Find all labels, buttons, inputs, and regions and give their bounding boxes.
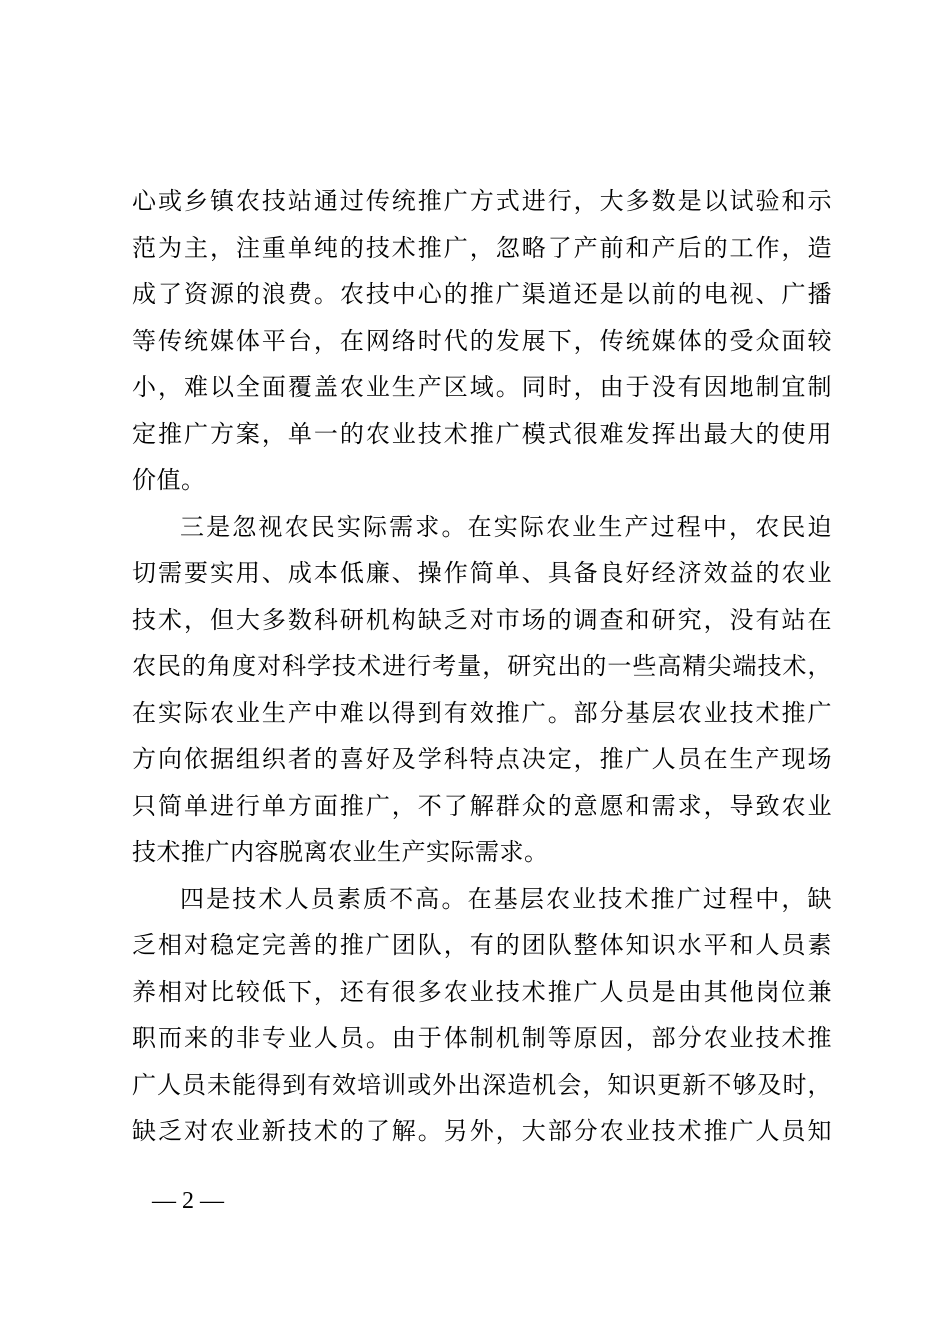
text-line: 范为主，注重单纯的技术推广，忽略了产前和产后的工作，造 xyxy=(132,233,832,262)
page-number: — 2 — xyxy=(152,1188,224,1214)
paragraph-1 xyxy=(132,178,832,504)
text-line: 方向依据组织者的喜好及学科特点决定，推广人员在生产现场 xyxy=(132,745,832,773)
paragraph-3 xyxy=(132,876,832,1155)
text-line: 成了资源的浪费。农技中心的推广渠道还是以前的电视、广播 xyxy=(132,280,832,308)
text-line: 技术推广内容脱离农业生产实际需求。 xyxy=(132,838,549,866)
paragraph-2 xyxy=(132,504,832,876)
text-line: 职而来的非专业人员。由于体制机制等原因，部分农业技术推 xyxy=(132,1024,832,1052)
text-line: 三是忽视农民实际需求。在实际农业生产过程中，农民迫 xyxy=(180,512,832,541)
text-line: 只简单进行单方面推广，不了解群众的意愿和需求，导致农业 xyxy=(132,791,832,820)
text-line: 心或乡镇农技站通过传统推广方式进行，大多数是以试验和示 xyxy=(132,187,832,215)
text-line: 在实际农业生产中难以得到有效推广。部分基层农业技术推广 xyxy=(132,698,832,727)
text-line: 缺乏对农业新技术的了解。另外，大部分农业技术推广人员知 xyxy=(132,1117,832,1145)
text-line: 四是技术人员素质不高。在基层农业技术推广过程中，缺 xyxy=(180,884,832,913)
text-line: 技术，但大多数科研机构缺乏对市场的调查和研究，没有站在 xyxy=(132,605,832,634)
text-line: 广人员未能得到有效培训或外出深造机会，知识更新不够及时， xyxy=(132,1070,832,1099)
text-line: 乏相对稳定完善的推广团队，有的团队整体知识水平和人员素 xyxy=(132,931,832,959)
text-line: 定推广方案，单一的农业技术推广模式很难发挥出最大的使用 xyxy=(132,419,832,448)
body-text xyxy=(132,178,832,1155)
text-line: 价值。 xyxy=(132,466,206,494)
text-line: 农民的角度对科学技术进行考量，研究出的一些高精尖端技术， xyxy=(132,652,832,680)
text-line: 小，难以全面覆盖农业生产区域。同时，由于没有因地制宜制 xyxy=(132,373,832,401)
text-line: 等传统媒体平台，在网络时代的发展下，传统媒体的受众面较 xyxy=(132,326,832,355)
text-line: 养相对比较低下，还有很多农业技术推广人员是由其他岗位兼 xyxy=(132,977,832,1006)
text-line: 切需要实用、成本低廉、操作简单、具备良好经济效益的农业 xyxy=(132,559,832,587)
